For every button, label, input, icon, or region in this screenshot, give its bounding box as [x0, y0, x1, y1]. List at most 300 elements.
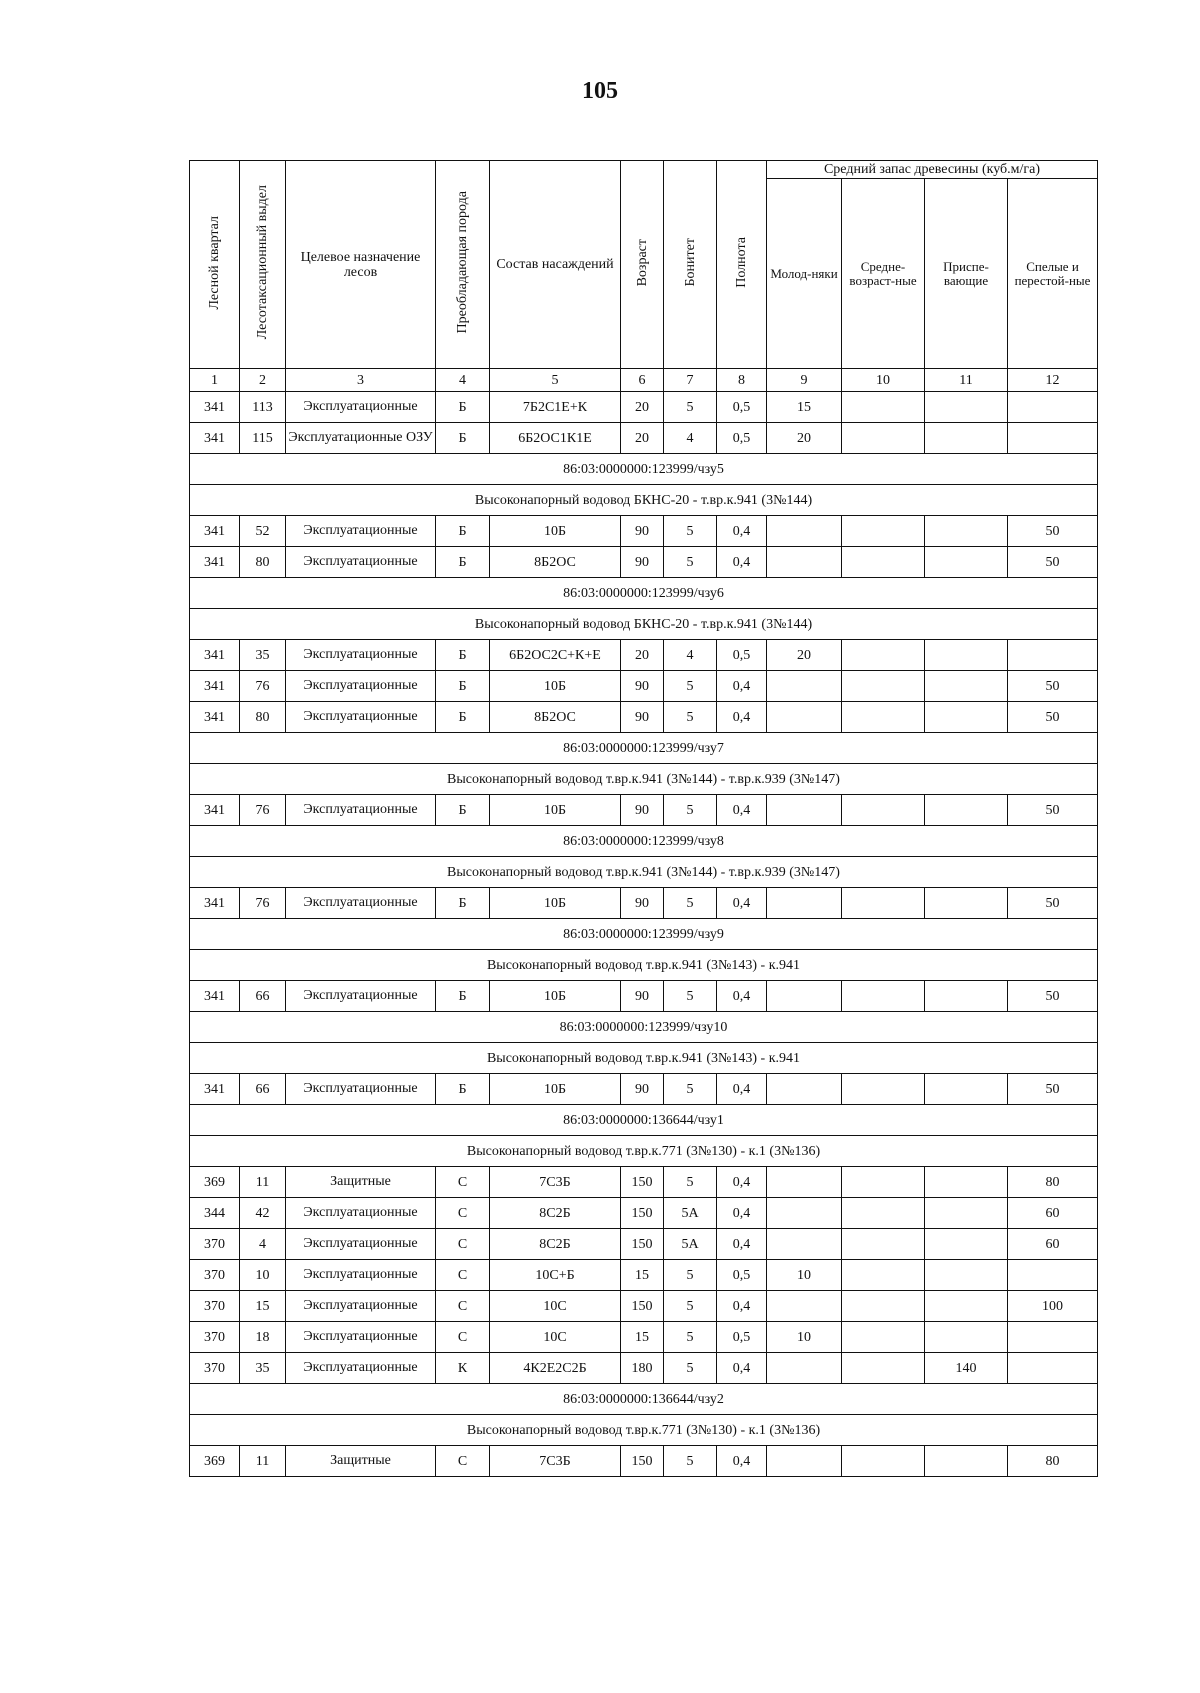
header-col-9: Молод-няки	[767, 179, 842, 369]
cell-composition: 6Б2ОС2С+К+Е	[490, 640, 621, 671]
section-label: 86:03:0000000:123999/чзу10	[190, 1012, 1098, 1043]
section-row	[190, 609, 1098, 640]
cell-young	[767, 1291, 842, 1322]
section-row	[190, 826, 1098, 857]
cell-young	[767, 888, 842, 919]
cell-allotment: 11	[240, 1167, 286, 1198]
cell-allotment: 4	[240, 1229, 286, 1260]
section-label: 86:03:0000000:123999/чзу6	[190, 578, 1098, 609]
cell-purpose: Защитные	[286, 1446, 436, 1477]
col-number: 2	[240, 369, 286, 392]
header-col-5: Состав насаждений	[490, 161, 621, 369]
section-label: Высоконапорный водовод т.вр.к.941 (3№144) - т.вр.к.939 (3№147)	[190, 764, 1098, 795]
cell-young	[767, 795, 842, 826]
cell-quarter: 341	[190, 1074, 240, 1105]
cell-middle-aged	[842, 1353, 925, 1384]
cell-maturing	[925, 1291, 1008, 1322]
cell-density: 0,4	[717, 1229, 767, 1260]
cell-age: 180	[621, 1353, 664, 1384]
cell-purpose: Эксплуатационные	[286, 981, 436, 1012]
cell-composition: 10Б	[490, 888, 621, 919]
cell-quarter: 341	[190, 888, 240, 919]
cell-middle-aged	[842, 640, 925, 671]
section-row	[190, 454, 1098, 485]
cell-middle-aged	[842, 1198, 925, 1229]
cell-bonitet: 5	[664, 981, 717, 1012]
cell-purpose: Эксплуатационные	[286, 1353, 436, 1384]
col-number: 4	[436, 369, 490, 392]
table-row	[190, 547, 1098, 578]
cell-middle-aged	[842, 516, 925, 547]
cell-density: 0,4	[717, 888, 767, 919]
cell-quarter: 341	[190, 795, 240, 826]
cell-composition: 6Б2ОС1К1Е	[490, 423, 621, 454]
cell-composition: 10Б	[490, 795, 621, 826]
cell-species: Б	[436, 671, 490, 702]
cell-purpose: Эксплуатационные	[286, 1322, 436, 1353]
cell-purpose: Эксплуатационные	[286, 671, 436, 702]
cell-maturing	[925, 1198, 1008, 1229]
table-row	[190, 1229, 1098, 1260]
cell-young	[767, 1167, 842, 1198]
cell-composition: 10С	[490, 1291, 621, 1322]
cell-bonitet: 5	[664, 547, 717, 578]
cell-middle-aged	[842, 1074, 925, 1105]
table-row	[190, 1167, 1098, 1198]
cell-bonitet: 5	[664, 1322, 717, 1353]
section-row	[190, 1105, 1098, 1136]
cell-young: 20	[767, 423, 842, 454]
cell-maturing	[925, 1446, 1008, 1477]
cell-mature	[1008, 392, 1098, 423]
cell-purpose: Эксплуатационные	[286, 392, 436, 423]
cell-species: Б	[436, 888, 490, 919]
cell-allotment: 18	[240, 1322, 286, 1353]
cell-density: 0,4	[717, 671, 767, 702]
cell-age: 90	[621, 795, 664, 826]
cell-purpose: Эксплуатационные	[286, 516, 436, 547]
cell-young	[767, 981, 842, 1012]
cell-mature: 80	[1008, 1167, 1098, 1198]
cell-maturing	[925, 1260, 1008, 1291]
col-number: 9	[767, 369, 842, 392]
cell-species: Б	[436, 423, 490, 454]
cell-purpose: Эксплуатационные	[286, 640, 436, 671]
cell-age: 90	[621, 671, 664, 702]
cell-quarter: 370	[190, 1353, 240, 1384]
cell-purpose: Эксплуатационные ОЗУ	[286, 423, 436, 454]
cell-density: 0,4	[717, 1167, 767, 1198]
cell-maturing	[925, 423, 1008, 454]
cell-mature: 50	[1008, 888, 1098, 919]
cell-middle-aged	[842, 1167, 925, 1198]
cell-composition: 8Б2ОС	[490, 547, 621, 578]
col-number: 11	[925, 369, 1008, 392]
col-number: 6	[621, 369, 664, 392]
cell-allotment: 76	[240, 795, 286, 826]
cell-species: С	[436, 1260, 490, 1291]
cell-mature	[1008, 1322, 1098, 1353]
cell-density: 0,4	[717, 1291, 767, 1322]
cell-bonitet: 5А	[664, 1229, 717, 1260]
cell-species: Б	[436, 795, 490, 826]
table-row	[190, 1260, 1098, 1291]
cell-density: 0,5	[717, 1322, 767, 1353]
cell-allotment: 10	[240, 1260, 286, 1291]
cell-purpose: Эксплуатационные	[286, 795, 436, 826]
cell-density: 0,5	[717, 423, 767, 454]
cell-purpose: Эксплуатационные	[286, 888, 436, 919]
cell-composition: 10Б	[490, 516, 621, 547]
cell-maturing	[925, 1074, 1008, 1105]
cell-age: 20	[621, 423, 664, 454]
cell-young: 20	[767, 640, 842, 671]
col-number: 1	[190, 369, 240, 392]
cell-species: Б	[436, 547, 490, 578]
cell-allotment: 76	[240, 671, 286, 702]
cell-middle-aged	[842, 1291, 925, 1322]
cell-allotment: 80	[240, 547, 286, 578]
section-row	[190, 1012, 1098, 1043]
cell-young	[767, 702, 842, 733]
header-col-1	[190, 161, 240, 369]
cell-mature: 50	[1008, 1074, 1098, 1105]
cell-allotment: 115	[240, 423, 286, 454]
section-label: Высоконапорный водовод БКНС-20 - т.вр.к.941 (3№144)	[190, 485, 1098, 516]
cell-middle-aged	[842, 702, 925, 733]
cell-composition: 8С2Б	[490, 1229, 621, 1260]
header-col-4	[436, 161, 490, 369]
cell-maturing	[925, 1229, 1008, 1260]
section-row	[190, 1136, 1098, 1167]
cell-quarter: 370	[190, 1260, 240, 1291]
table-row	[190, 795, 1098, 826]
header-col-6-label: Возраст	[634, 238, 650, 287]
cell-bonitet: 5	[664, 1353, 717, 1384]
cell-mature	[1008, 640, 1098, 671]
cell-purpose: Эксплуатационные	[286, 1260, 436, 1291]
cell-age: 90	[621, 888, 664, 919]
section-row	[190, 485, 1098, 516]
section-label: 86:03:0000000:123999/чзу9	[190, 919, 1098, 950]
cell-allotment: 42	[240, 1198, 286, 1229]
cell-mature: 50	[1008, 702, 1098, 733]
header-col-12: Спелые и перестой-ные	[1008, 179, 1098, 369]
header-col-3: Целевое назначение лесов	[286, 161, 436, 369]
cell-young	[767, 671, 842, 702]
header-col-2-label: Лесотаксационный выдел	[255, 185, 270, 340]
cell-young	[767, 1446, 842, 1477]
cell-age: 150	[621, 1229, 664, 1260]
section-row	[190, 733, 1098, 764]
cell-bonitet: 5	[664, 1074, 717, 1105]
section-row	[190, 1043, 1098, 1074]
cell-age: 150	[621, 1446, 664, 1477]
table-row	[190, 1291, 1098, 1322]
table-row	[190, 671, 1098, 702]
cell-young	[767, 547, 842, 578]
cell-composition: 7С3Б	[490, 1167, 621, 1198]
cell-quarter: 341	[190, 981, 240, 1012]
cell-maturing: 140	[925, 1353, 1008, 1384]
cell-bonitet: 5	[664, 392, 717, 423]
cell-age: 150	[621, 1198, 664, 1229]
header-group-title: Средний запас древесины (куб.м/га)	[767, 161, 1098, 179]
header-col-6	[621, 161, 664, 369]
cell-density: 0,4	[717, 1198, 767, 1229]
cell-bonitet: 5	[664, 1260, 717, 1291]
cell-age: 90	[621, 702, 664, 733]
cell-species: Б	[436, 392, 490, 423]
cell-mature: 60	[1008, 1198, 1098, 1229]
cell-age: 15	[621, 1260, 664, 1291]
cell-age: 90	[621, 1074, 664, 1105]
cell-density: 0,4	[717, 516, 767, 547]
cell-composition: 4К2Е2С2Б	[490, 1353, 621, 1384]
section-label: 86:03:0000000:136644/чзу1	[190, 1105, 1098, 1136]
col-number: 12	[1008, 369, 1098, 392]
cell-species: С	[436, 1446, 490, 1477]
header-col-7	[664, 161, 717, 369]
cell-mature: 50	[1008, 795, 1098, 826]
table-body	[190, 392, 1098, 1477]
section-row	[190, 919, 1098, 950]
cell-density: 0,4	[717, 1074, 767, 1105]
cell-maturing	[925, 671, 1008, 702]
cell-density: 0,4	[717, 702, 767, 733]
table-row	[190, 640, 1098, 671]
cell-allotment: 113	[240, 392, 286, 423]
cell-quarter: 341	[190, 392, 240, 423]
cell-age: 20	[621, 392, 664, 423]
cell-young: 10	[767, 1322, 842, 1353]
cell-bonitet: 5	[664, 1167, 717, 1198]
cell-middle-aged	[842, 392, 925, 423]
table-row	[190, 1198, 1098, 1229]
header-col-10: Средне-возраст-ные	[842, 179, 925, 369]
cell-density: 0,4	[717, 1446, 767, 1477]
cell-mature: 50	[1008, 547, 1098, 578]
cell-composition: 7С3Б	[490, 1446, 621, 1477]
table-row	[190, 1322, 1098, 1353]
cell-density: 0,5	[717, 640, 767, 671]
cell-middle-aged	[842, 671, 925, 702]
cell-bonitet: 5	[664, 516, 717, 547]
cell-quarter: 370	[190, 1322, 240, 1353]
cell-allotment: 11	[240, 1446, 286, 1477]
table-row	[190, 516, 1098, 547]
section-label: Высоконапорный водовод т.вр.к.941 (3№143) - к.941	[190, 950, 1098, 981]
cell-purpose: Эксплуатационные	[286, 1074, 436, 1105]
cell-purpose: Эксплуатационные	[286, 547, 436, 578]
cell-middle-aged	[842, 1260, 925, 1291]
section-label: 86:03:0000000:123999/чзу5	[190, 454, 1098, 485]
cell-mature: 50	[1008, 671, 1098, 702]
cell-species: Б	[436, 516, 490, 547]
cell-middle-aged	[842, 423, 925, 454]
cell-maturing	[925, 795, 1008, 826]
cell-maturing	[925, 547, 1008, 578]
cell-quarter: 344	[190, 1198, 240, 1229]
cell-middle-aged	[842, 547, 925, 578]
cell-young	[767, 516, 842, 547]
cell-composition: 10Б	[490, 981, 621, 1012]
cell-young	[767, 1074, 842, 1105]
cell-allotment: 35	[240, 640, 286, 671]
cell-young	[767, 1198, 842, 1229]
cell-young	[767, 1353, 842, 1384]
header-col-2	[240, 161, 286, 369]
cell-middle-aged	[842, 1446, 925, 1477]
header-col-8	[717, 161, 767, 369]
cell-density: 0,4	[717, 547, 767, 578]
header-col-8-label: Полнота	[734, 237, 749, 288]
section-label: Высоконапорный водовод т.вр.к.771 (3№130) - к.1 (3№136)	[190, 1136, 1098, 1167]
section-row	[190, 1415, 1098, 1446]
page-number: 105	[582, 78, 618, 104]
cell-quarter: 341	[190, 702, 240, 733]
table-row	[190, 1446, 1098, 1477]
cell-middle-aged	[842, 1322, 925, 1353]
cell-quarter: 341	[190, 423, 240, 454]
cell-quarter: 369	[190, 1167, 240, 1198]
col-number: 5	[490, 369, 621, 392]
cell-middle-aged	[842, 1229, 925, 1260]
cell-composition: 8С2Б	[490, 1198, 621, 1229]
cell-composition: 10Б	[490, 671, 621, 702]
forest-inventory-table	[189, 160, 1098, 1477]
table-row	[190, 392, 1098, 423]
cell-mature	[1008, 1260, 1098, 1291]
header-group-row	[190, 161, 1098, 179]
cell-bonitet: 5	[664, 888, 717, 919]
cell-density: 0,5	[717, 1260, 767, 1291]
cell-density: 0,4	[717, 1353, 767, 1384]
cell-mature	[1008, 1353, 1098, 1384]
cell-composition: 10С	[490, 1322, 621, 1353]
section-row	[190, 857, 1098, 888]
section-label: Высоконапорный водовод БКНС-20 - т.вр.к.941 (3№144)	[190, 609, 1098, 640]
cell-age: 90	[621, 547, 664, 578]
col-number: 10	[842, 369, 925, 392]
cell-species: С	[436, 1322, 490, 1353]
section-row	[190, 950, 1098, 981]
cell-species: Б	[436, 640, 490, 671]
cell-quarter: 341	[190, 547, 240, 578]
cell-quarter: 369	[190, 1446, 240, 1477]
cell-allotment: 80	[240, 702, 286, 733]
cell-mature	[1008, 423, 1098, 454]
cell-age: 150	[621, 1167, 664, 1198]
cell-quarter: 370	[190, 1229, 240, 1260]
cell-bonitet: 5	[664, 671, 717, 702]
cell-young	[767, 1229, 842, 1260]
cell-purpose: Эксплуатационные	[286, 702, 436, 733]
cell-quarter: 341	[190, 671, 240, 702]
section-label: Высоконапорный водовод т.вр.к.941 (3№143) - к.941	[190, 1043, 1098, 1074]
cell-species: С	[436, 1198, 490, 1229]
cell-purpose: Эксплуатационные	[286, 1198, 436, 1229]
cell-age: 20	[621, 640, 664, 671]
cell-allotment: 66	[240, 981, 286, 1012]
cell-maturing	[925, 392, 1008, 423]
cell-composition: 7Б2С1Е+К	[490, 392, 621, 423]
cell-age: 15	[621, 1322, 664, 1353]
cell-allotment: 76	[240, 888, 286, 919]
cell-maturing	[925, 1322, 1008, 1353]
cell-middle-aged	[842, 888, 925, 919]
cell-allotment: 52	[240, 516, 286, 547]
cell-bonitet: 5	[664, 1291, 717, 1322]
col-number: 3	[286, 369, 436, 392]
cell-young: 15	[767, 392, 842, 423]
cell-allotment: 15	[240, 1291, 286, 1322]
cell-species: С	[436, 1167, 490, 1198]
cell-age: 150	[621, 1291, 664, 1322]
cell-purpose: Эксплуатационные	[286, 1291, 436, 1322]
cell-species: К	[436, 1353, 490, 1384]
section-label: 86:03:0000000:123999/чзу8	[190, 826, 1098, 857]
section-row	[190, 764, 1098, 795]
cell-bonitet: 4	[664, 423, 717, 454]
cell-age: 90	[621, 981, 664, 1012]
section-label: Высоконапорный водовод т.вр.к.771 (3№130) - к.1 (3№136)	[190, 1415, 1098, 1446]
cell-density: 0,5	[717, 392, 767, 423]
section-row	[190, 1384, 1098, 1415]
header-col-1-label: Лесной квартал	[207, 215, 222, 310]
cell-species: Б	[436, 702, 490, 733]
cell-composition: 10Б	[490, 1074, 621, 1105]
table-row	[190, 1074, 1098, 1105]
cell-maturing	[925, 888, 1008, 919]
cell-maturing	[925, 640, 1008, 671]
cell-maturing	[925, 516, 1008, 547]
cell-species: Б	[436, 981, 490, 1012]
cell-allotment: 35	[240, 1353, 286, 1384]
column-number-row	[190, 369, 1098, 392]
cell-mature: 50	[1008, 516, 1098, 547]
cell-species: С	[436, 1229, 490, 1260]
cell-quarter: 341	[190, 516, 240, 547]
cell-bonitet: 5	[664, 1446, 717, 1477]
header-col-4-label: Преобладающая порода	[455, 191, 470, 334]
cell-mature: 60	[1008, 1229, 1098, 1260]
cell-bonitet: 4	[664, 640, 717, 671]
cell-species: Б	[436, 1074, 490, 1105]
cell-quarter: 370	[190, 1291, 240, 1322]
cell-mature: 100	[1008, 1291, 1098, 1322]
header-col-7-label: Бонитет	[682, 238, 698, 287]
table-row	[190, 1353, 1098, 1384]
cell-bonitet: 5А	[664, 1198, 717, 1229]
table-row	[190, 981, 1098, 1012]
section-label: Высоконапорный водовод т.вр.к.941 (3№144) - т.вр.к.939 (3№147)	[190, 857, 1098, 888]
cell-age: 90	[621, 516, 664, 547]
cell-composition: 8Б2ОС	[490, 702, 621, 733]
cell-middle-aged	[842, 981, 925, 1012]
col-number: 8	[717, 369, 767, 392]
cell-allotment: 66	[240, 1074, 286, 1105]
table-row	[190, 423, 1098, 454]
cell-bonitet: 5	[664, 702, 717, 733]
cell-purpose: Эксплуатационные	[286, 1229, 436, 1260]
section-row	[190, 578, 1098, 609]
cell-bonitet: 5	[664, 795, 717, 826]
table-row	[190, 888, 1098, 919]
cell-quarter: 341	[190, 640, 240, 671]
cell-maturing	[925, 702, 1008, 733]
section-label: 86:03:0000000:123999/чзу7	[190, 733, 1098, 764]
